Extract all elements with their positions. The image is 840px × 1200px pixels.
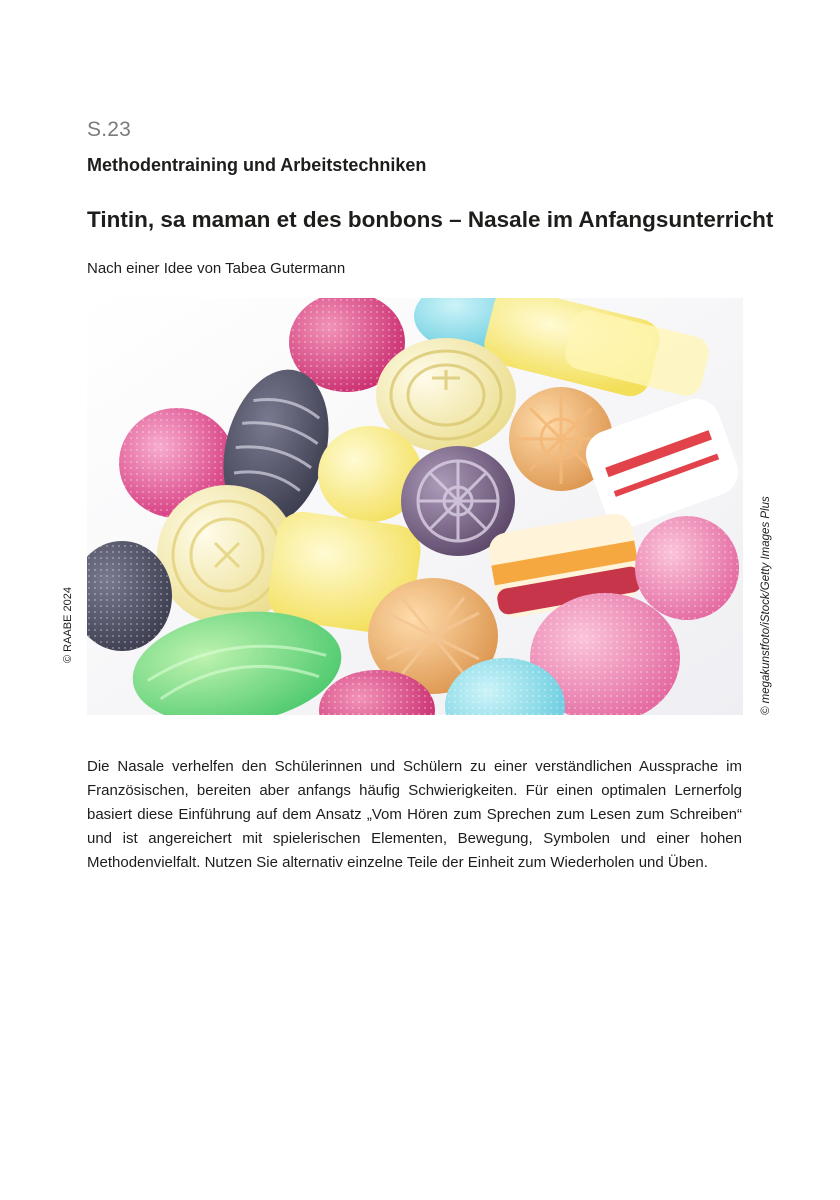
document-title: Tintin, sa maman et des bonbons – Nasale im Anfangsunterricht — [87, 207, 774, 232]
intro-paragraph: Die Nasale verhelfen den Schülerinnen und Schülern zu einer verständlichen Aussprache im Französischen, bereiten aber anfangs häufig Schwierigkeiten. Für einen optimalen Lernerfolg basiert diese Einführung auf dem Ansatz „Vom Hören zum Sprechen zum Lesen zum Schreiben“ und ist angereichert mit spielerischen Elementen, Bewegung, Symbolen und einer hohen Methodenvielfalt. Nutzen Sie alternativ einzelne Teile der Einheit zum Wiederholen und Üben. — [87, 758, 742, 871]
photo-credit: © megakunstfoto/iStock/Getty Images Plus — [760, 496, 772, 715]
candies-photo — [87, 298, 743, 715]
author-line: Nach einer Idee von Tabea Gutermann — [87, 260, 346, 277]
copyright-notice: © RAABE 2024 — [62, 587, 74, 663]
section-title: Methodentraining und Arbeitstechniken — [87, 155, 427, 175]
page-number: S.23 — [87, 118, 131, 141]
